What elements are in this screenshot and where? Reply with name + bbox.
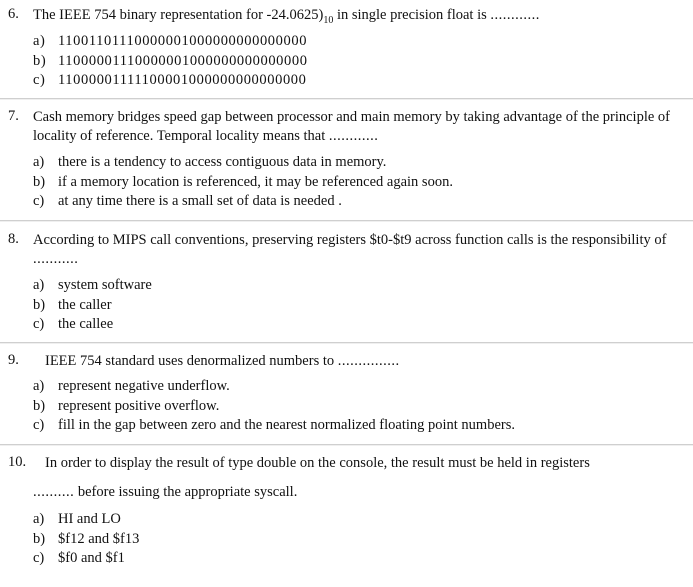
question-text: According to MIPS call conventions, preserving registers $t0-$t9 across function calls is the responsibility of ........... [33,232,667,267]
option-b[interactable]: b) $f12 and $f13 [33,530,140,547]
section-divider [0,444,693,445]
answer-options [33,153,687,212]
question-number: 6. [8,6,19,22]
option-b[interactable]: b) if a memory location is referenced, it may be referenced again soon. [33,173,453,190]
question-text: The IEEE 754 binary representation for $-24.0625)_{10}$ in single precision float is ............ [33,7,540,26]
question-text-continuation: .......... before issuing the appropriate syscall. [33,484,298,500]
option-c[interactable]: c) fill in the gap between zero and the nearest normalized floating point numbers. [33,417,515,433]
question-text: In order to display the result of type double on the console, the result must be held in registers [45,455,590,471]
section-divider [0,220,693,221]
option-a[interactable]: a) system software [33,277,152,293]
question-number: 7. [8,108,19,124]
answer-options [33,377,687,436]
question-number: 10. [8,454,27,470]
option-b[interactable]: b) 11000001110000001000000000000000 [33,52,308,69]
answer-options [33,510,687,569]
question-number: 8. [8,231,19,247]
question-text: Cash memory bridges speed gap between processor and main memory by taking advantage of the principle of locality of reference. Temporal locality means that ............ [33,109,671,144]
section-divider [0,98,693,99]
option-a[interactable]: a) represent negative underflow. [33,378,230,394]
option-a[interactable]: a) 11001101110000001000000000000000 [33,33,308,49]
question-number: 9. [8,352,19,368]
option-c[interactable]: c) $f0 and $f1 [33,550,125,566]
option-a[interactable]: a) HI and LO [33,511,121,527]
section-divider [0,342,693,343]
option-c[interactable]: c) at any time there is a small set of data is needed . [33,193,342,209]
option-c[interactable]: c) 11000001111100001000000000000000 [33,72,307,88]
option-b[interactable]: b) represent positive overflow. [33,397,220,414]
answer-options [33,32,687,91]
question-text: IEEE 754 standard uses denormalized numbers to ............... [45,353,400,369]
answer-options [33,276,687,335]
option-c[interactable]: c) the callee [33,316,114,332]
option-a[interactable]: a) there is a tendency to access contiguous data in memory. [33,154,387,170]
option-b[interactable]: b) the caller [33,296,112,313]
